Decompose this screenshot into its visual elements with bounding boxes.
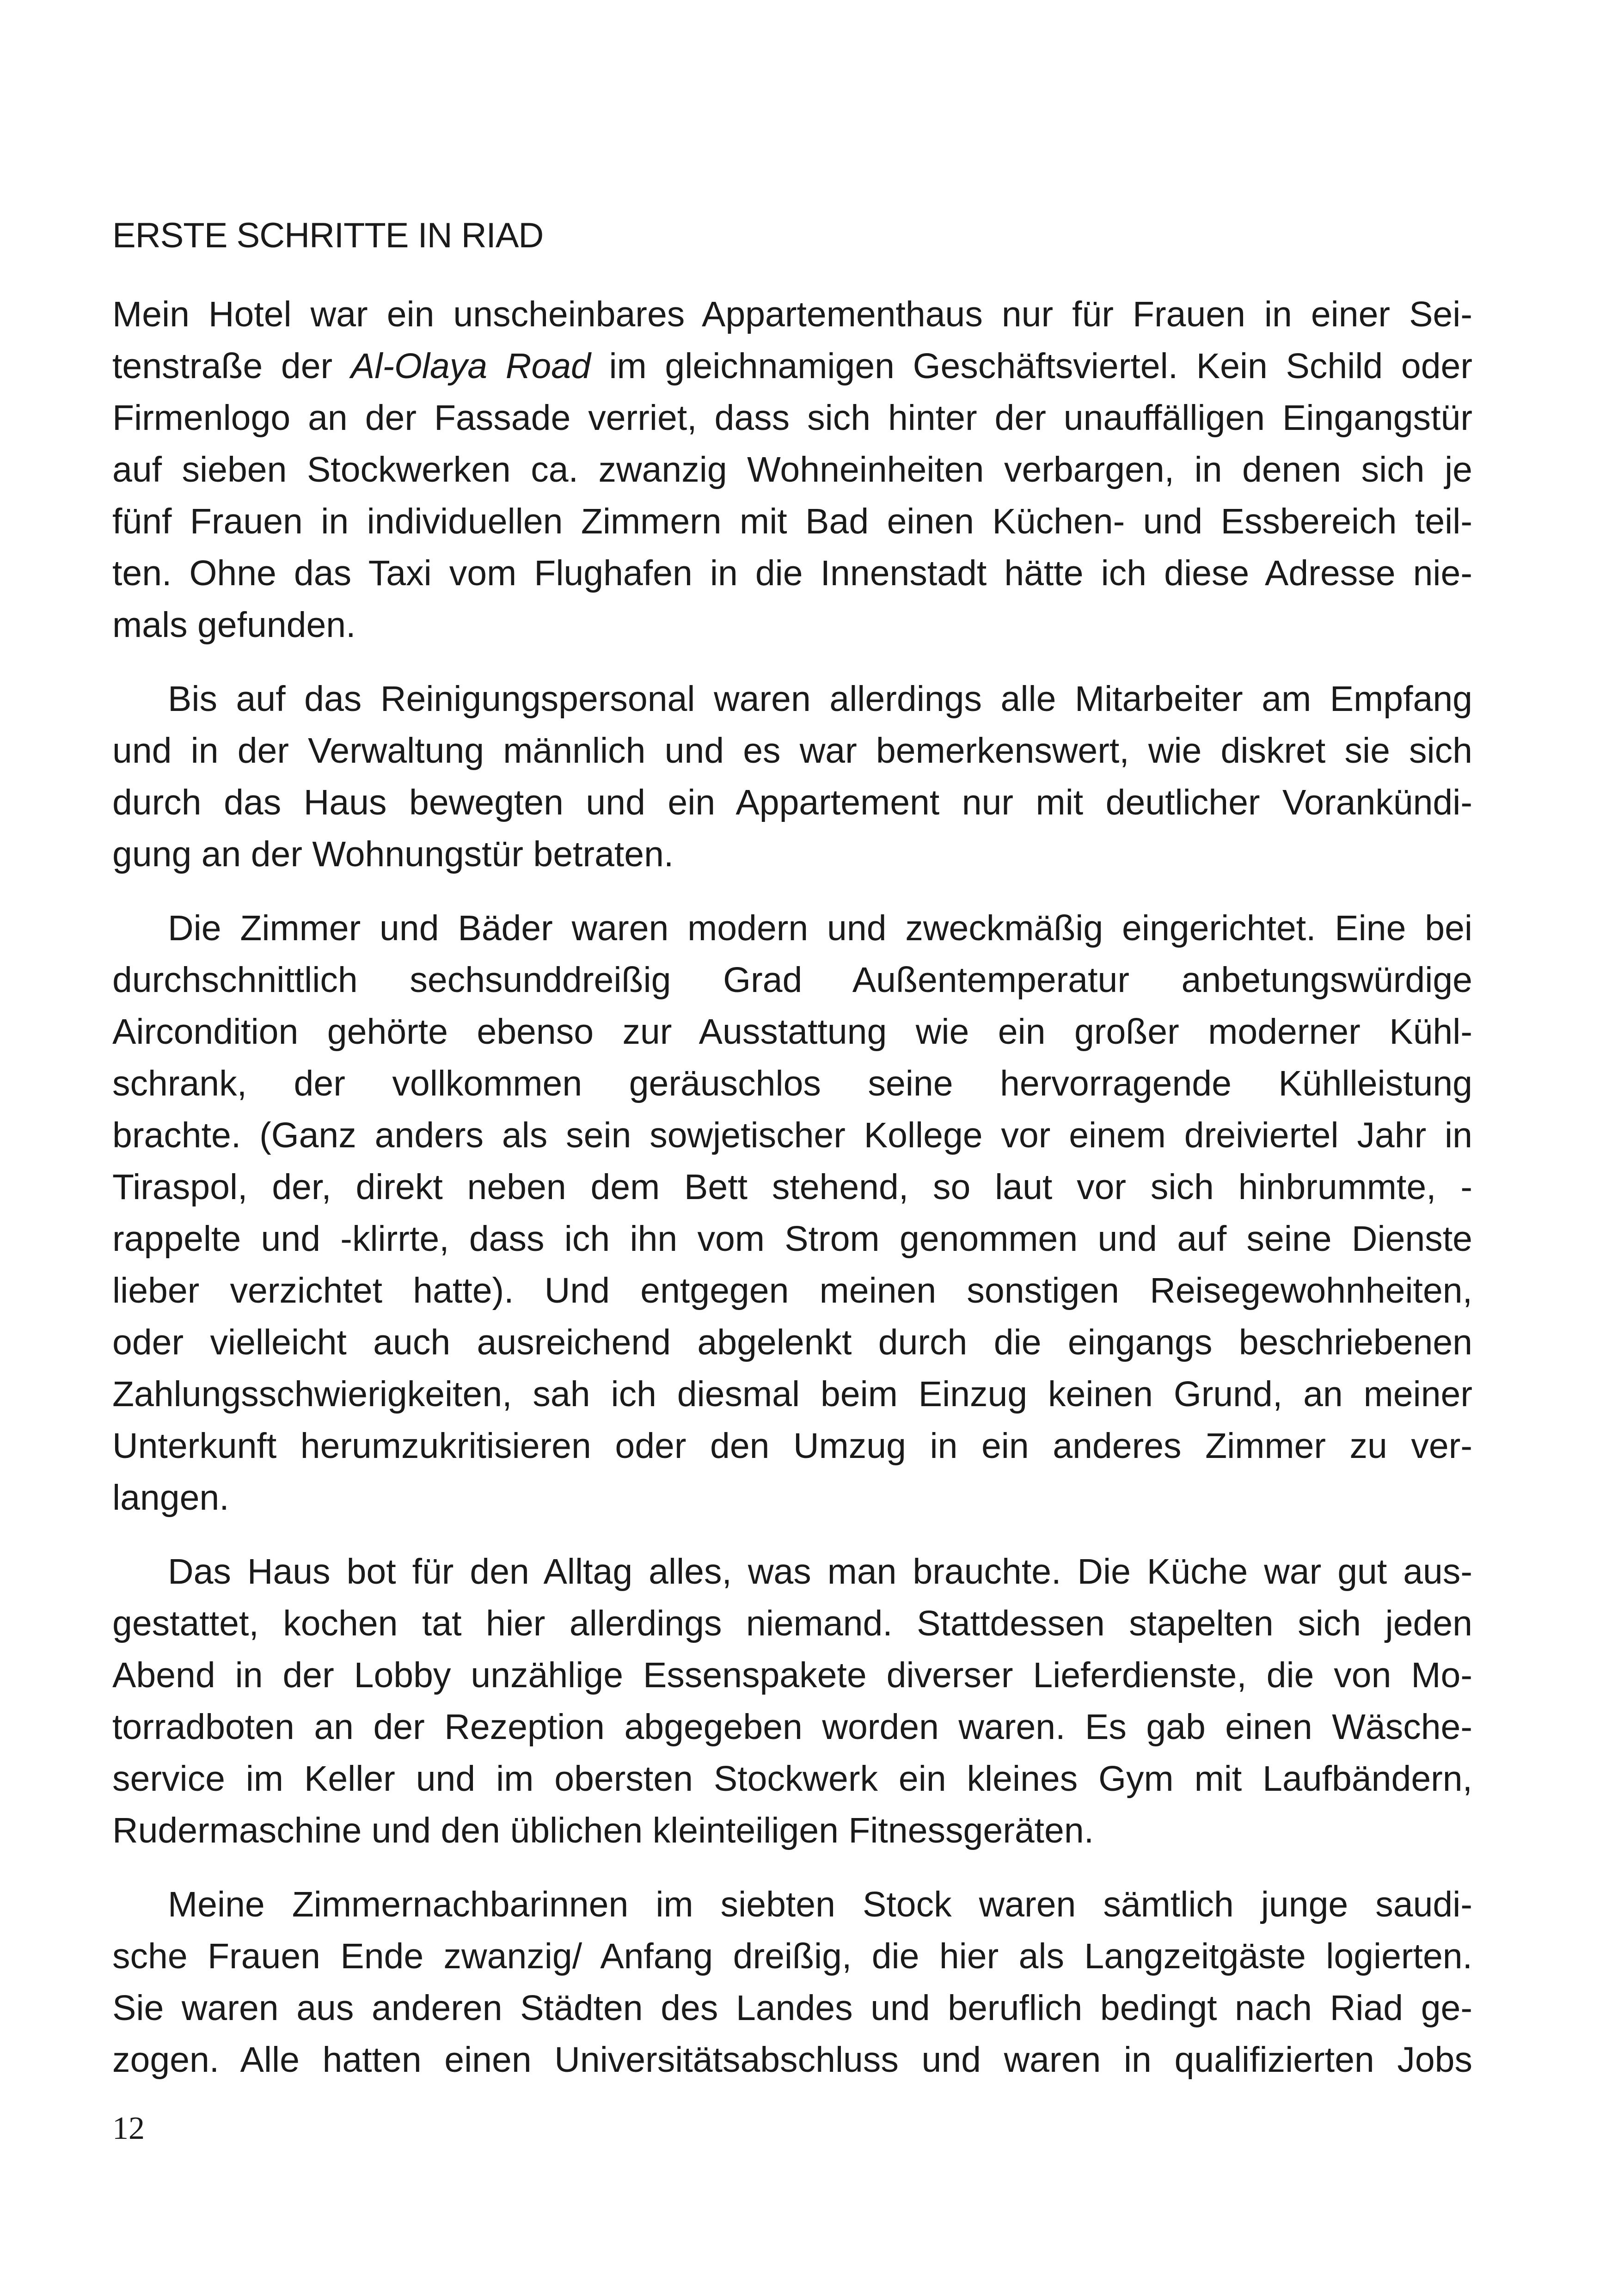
text-line: schrank, der vollkommen geräuschlos seine hervorragende Kühlleistung: [112, 1064, 1472, 1103]
text-line: tenstraße der Al-Olaya Road im gleichnamigen Geschäftsviertel. Kein Schild oder: [112, 346, 1473, 386]
text-line: Bis auf das Reinigungspersonal waren allerdings alle Mitarbeiter am Empfang: [168, 679, 1472, 719]
text-line: langen.: [112, 1478, 229, 1518]
text-line: rappelte und -klirrte, dass ich ihn vom Strom genommen und auf seine Dienste: [112, 1219, 1472, 1259]
text-line: durch das Haus bewegten und ein Appartement nur mit deutlicher Vorankündi-: [112, 783, 1472, 822]
text-line: Meine Zimmernachbarinnen im siebten Stock waren sämtlich junge saudi-: [168, 1885, 1472, 1924]
text-line: service im Keller und im obersten Stockwerk ein kleines Gym mit Laufbändern,: [112, 1759, 1472, 1799]
text-line: Aircondition gehörte ebenso zur Ausstattung wie ein großer moderner Kühl-: [112, 1012, 1472, 1052]
text-line: auf sieben Stockwerken ca. zwanzig Wohneinheiten verbargen, in denen sich je: [112, 450, 1472, 490]
text-line: ten. Ohne das Taxi vom Flughafen in die Innenstadt hätte ich diese Adresse nie-: [112, 553, 1472, 593]
text-line: gung an der Wohnungstür betraten.: [112, 834, 674, 874]
text-line: durchschnittlich sechsunddreißig Grad Außentemperatur anbetungswürdige: [112, 960, 1472, 1000]
text-line: oder vielleicht auch ausreichend abgelenkt durch die eingangs beschriebenen: [112, 1322, 1472, 1362]
text-line: und in der Verwaltung männlich und es war bemerkenswert, wie diskret sie sich: [112, 731, 1472, 771]
chapter-heading: ERSTE SCHRITTE IN RIAD: [112, 216, 544, 255]
text-line: Firmenlogo an der Fassade verriet, dass sich hinter der unauffälligen Eingangstür: [112, 398, 1472, 438]
text-line: fünf Frauen in individuellen Zimmern mit Bad einen Küchen- und Essbereich teil-: [112, 502, 1472, 541]
text-line: Zahlungsschwierigkeiten, sah ich diesmal beim Einzug keinen Grund, an meiner: [112, 1374, 1472, 1414]
text-line: Rudermaschine und den üblichen kleinteiligen Fitnessgeräten.: [112, 1811, 1094, 1850]
page-number: 12: [112, 2111, 145, 2146]
text-line: brachte. (Ganz anders als sein sowjetischer Kollege vor einem dreiviertel Jahr in: [112, 1115, 1472, 1155]
text-line: mals gefunden.: [112, 605, 356, 645]
text-line: Die Zimmer und Bäder waren modern und zweckmäßig eingerichtet. Eine bei: [168, 908, 1472, 948]
text-line: Sie waren aus anderen Städten des Landes und beruflich bedingt nach Riad ge-: [112, 1988, 1472, 2028]
text-line: Das Haus bot für den Alltag alles, was man brauchte. Die Küche war gut aus-: [168, 1552, 1472, 1592]
text-line: torradboten an der Rezeption abgegeben worden waren. Es gab einen Wäsche-: [112, 1707, 1472, 1747]
text-line: sche Frauen Ende zwanzig/ Anfang dreißig, die hier als Langzeitgäste logierten.: [112, 1936, 1472, 1976]
text-line: lieber verzichtet hatte). Und entgegen meinen sonstigen Reisegewohnheiten,: [112, 1271, 1472, 1310]
text-line: zogen. Alle hatten einen Universitätsabschluss und waren in qualifizierten Jobs: [112, 2040, 1472, 2080]
text-line: Tiraspol, der, direkt neben dem Bett stehend, so laut vor sich hinbrummte, -: [112, 1167, 1472, 1207]
text-line: Mein Hotel war ein unscheinbares Appartementhaus nur für Frauen in einer Sei-: [112, 294, 1472, 334]
text-line: Abend in der Lobby unzählige Essenspakete diverser Lieferdienste, die von Mo-: [112, 1655, 1472, 1695]
text-line: Unterkunft herumzukritisieren oder den Umzug in ein anderes Zimmer zu ver-: [112, 1426, 1472, 1466]
text-line: gestattet, kochen tat hier allerdings niemand. Stattdessen stapelten sich jeden: [112, 1604, 1472, 1643]
street-name: Al-Olaya Road: [350, 346, 591, 386]
